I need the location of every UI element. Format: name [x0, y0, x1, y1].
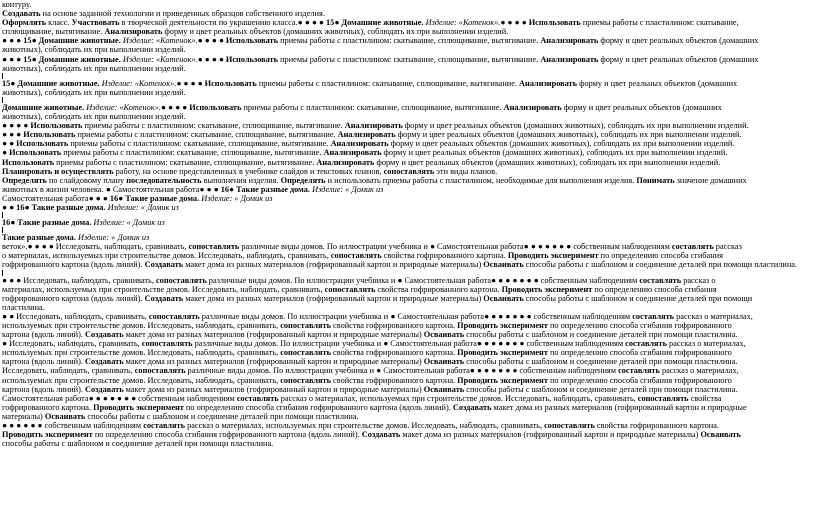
text-line: животных), соблюдать их при выполнении изделий.	[2, 45, 186, 55]
text-line: ● ● ● ● ● ● собственным наблюдениям составлять рассказ о материалах, используемых при строительстве домов. Исследовать, наблюдать, сравнивать, сопоставлять свойства гофрированного картона.	[2, 421, 719, 431]
text-line: картона (вдоль линий). Создавать макет дома из разных материалов (гофрированный картон и природные материалы) Осваивать способы работы с шаблоном и соединение деталей при помощи пластилина.	[2, 384, 738, 394]
text-line: гофрированного картона (вдоль линий). Создавать макет дома из разных материалов (гофрированный картон и природные материалы) Осваивать способы работы с шаблоном и соединение деталей при помощи	[2, 293, 753, 303]
text-line: материалах, используемых при строительстве домов. Исследовать, наблюдать, сравнивать, сопоставлять свойства гофрированного картона. Проводить эксперимент по определению способа сгибания	[2, 284, 717, 294]
text-line: Создавать на основе заданной технологии и приведенных образцов собственного изделия.	[2, 9, 325, 19]
text-line: картона (вдоль линий). Создавать макет дома из разных материалов (гофрированный картон и природные материалы) Осваивать способы работы с шаблоном и соединение деталей при помощи пластилина.	[2, 330, 738, 340]
text-line: животных), соблюдать их при выполнении изделий.	[2, 87, 186, 97]
text-line: ● ● Исследовать, наблюдать, сравнивать, сопоставлять различные виды домов. По иллюстрации учебника и ● Самостоятельная работа● ● ● ● ● ● ● собственным наблюдениям составлять рассказ о материалах,	[2, 311, 753, 321]
text-line: Определять по слайдовому плану последовательность выполнения изделия. Определять и использовать приемы работы с пластилином, необходимые для выполнения изделия. Понимать значение домашних	[2, 175, 747, 185]
text-line: используемых при строительстве домов. Исследовать, наблюдать, сравнивать, сопоставлять свойства гофрированного картона. Проводить эксперимент по определению способа сгибания гофрированного	[2, 348, 732, 358]
text-line: Проводить эксперимент по определению способа сгибания гофрированного картона (вдоль линий). Создавать макет дома из разных материалов (гофрированный картон и природные материалы) Осваивать	[2, 430, 741, 440]
text-line: 15● Домашние животные. Изделие: «Котенок».● ● ● ● Использовать приемы работы с пластилином: скатывание, сплющивание, вытягивание. Анализировать форму и цвет реальных объектов (домашних	[2, 78, 738, 88]
text-line: ● Исследовать, наблюдать, сравнивать, сопоставлять различные виды домов. По иллюстрации учебника и ● Самостоятельная работа● ● ● ● ● ● ● собственным наблюдениям составлять рассказ о материалах,	[2, 339, 746, 349]
text-line: животных), соблюдать их при выполнении изделий.	[2, 112, 186, 122]
text-line: сплющивание, вытягивание. Анализировать форму и цвет реальных объектов (домашних животных), соблюдать их при выполнении изделий.	[2, 27, 509, 37]
text-line: животных в жизни человека. ● Самостоятельная работа● ● ● 16● Такие разные дома. Изделие: « Домик из	[2, 184, 384, 194]
text-line: ● ● 16● Такие разные дома. Изделие: « Домик из	[2, 202, 179, 212]
text-line: Использовать приемы работы с пластилином: скатывание, сплющивание, вытягивание. Анализировать форму и цвет реальных объектов (домашних животных), соблюдать их при выполнении изделий.	[2, 157, 721, 167]
text-line: ● ● ● ● Использовать приемы работы с пластилином: скатывание, сплющивание, вытягивание. Анализировать форму и цвет реальных объектов (домашних животных), соблюдать их при выполнении изделий.	[2, 121, 749, 131]
text-line: Самостоятельная работа● ● ● ● ● ● ● собственным наблюдениям составлять рассказ о материалах, используемых при строительстве домов. Исследовать, наблюдать, сравнивать, сопоставлять свойства	[2, 393, 722, 403]
text-line: ● ● ● Исследовать, наблюдать, сравнивать, сопоставлять различные виды домов. По иллюстрации учебника и ● Самостоятельная работа● ● ● ● ● ● ● собственным наблюдениям составлять рассказ о	[2, 275, 716, 285]
text-line: о материалах, используемых при строительстве домов. Исследовать, наблюдать, сравнивать, сопоставлять свойства гофрированного картона. Проводить эксперимент по определению способа сгибания	[2, 251, 723, 261]
text-line: материалы) Осваивать способы работы с шаблоном и соединение деталей при помощи пластилина.	[2, 411, 359, 421]
text-line: используемых при строительстве домов. Исследовать, наблюдать, сравнивать, сопоставлять свойства гофрированного картона. Проводить эксперимент по определению способа сгибания гофрированного	[2, 321, 732, 330]
text-line: Планировать и осуществлять работу, на основе представленных в учебнике слайдов и текстовых планов, сопоставлять эти виды планов.	[2, 166, 498, 176]
text-line: картона (вдоль линий). Создавать макет дома из разных материалов (гофрированный картон и природные материалы) Осваивать способы работы с шаблоном и соединение деталей при помощи пластилина.	[2, 357, 738, 367]
text-line: контуру.	[2, 0, 32, 9]
text-line: гофрированного картона (вдоль линий). Создавать макет дома из разных материалов (гофрированный картон и природные материалы) Осваивать способы работы с шаблоном и соединение деталей при помощи пластилина.	[2, 260, 798, 270]
text-line: Такие разные дома. Изделие: « Домик из	[2, 233, 150, 243]
text-line: веток».● ● ● ● Исследовать, наблюдать, сравнивать, сопоставлять различные виды домов. По иллюстрации учебника и ● Самостоятельная работа● ● ● ● ● ● ● собственным наблюдениям составлять рассказ	[2, 242, 742, 252]
text-line: ● ● ● Использовать приемы работы с пластилином: скатывание, сплющивание, вытягивание. Анализировать форму и цвет реальных объектов (домашних животных), соблюдать их при выполнении изделий.	[2, 130, 742, 140]
text-line: используемых при строительстве домов. Исследовать, наблюдать, сравнивать, сопоставлять свойства гофрированного картона. Проводить эксперимент по определению способа сгибания гофрированного	[2, 375, 732, 385]
text-line: ● Использовать приемы работы с пластилином: скатывание, сплющивание, вытягивание. Анализировать форму и цвет реальных объектов (домашних животных), соблюдать их при выполнении изделий.	[2, 148, 728, 158]
text-line: способы работы с шаблоном и соединение деталей при помощи пластилина.	[2, 439, 274, 449]
text-line: Самостоятельная работа● ● ● 16● Такие разные дома. Изделие: « Домик из	[2, 193, 273, 203]
text-line: ● ● ● 15● Домашние животные. Изделие: «Котенок».● ● ● ● Использовать приемы работы с пластилином: скатывание, сплющивание, вытягивание. Анализировать форму и цвет реальных объектов (домашних	[2, 54, 759, 64]
text-line: Оформлять класс. Участвовать в творческой деятельности по украшению класса.● ● ● ● 15● Домашние животные. Изделие: «Котенок».● ● ● ● Использовать приемы работы с пластилином: скатывание,	[2, 18, 739, 28]
text-line: гофрированного картона. Проводить эксперимент по определению способа сгибания гофрированного картона (вдоль линий). Создавать макет дома из разных материалов (гофрированный картон и природные	[2, 402, 747, 412]
text-line: животных), соблюдать их при выполнении изделий.	[2, 63, 186, 73]
text-line: ● ● Использовать приемы работы с пластилином: скатывание, сплющивание, вытягивание. Анализировать форму и цвет реальных объектов (домашних животных), соблюдать их при выполнении изделий.	[2, 139, 735, 149]
text-line: 16● Такие разные дома. Изделие: « Домик из	[2, 218, 165, 228]
text-line: ● ● ● 15● Домашние животные. Изделие: «Котенок».● ● ● ● Использовать приемы работы с пластилином: скатывание, сплющивание, вытягивание. Анализировать форму и цвет реальных объектов (домашних	[2, 36, 759, 46]
text-line: Домашние животные. Изделие: «Котенок».● ● ● ● Использовать приемы работы с пластилином: скатывание, сплющивание, вытягивание. Анализировать форму и цвет реальных объектов (домашних	[2, 102, 722, 112]
text-line: пластилина.	[2, 302, 45, 312]
text-line: Исследовать, наблюдать, сравнивать, сопоставлять различные виды домов. По иллюстрации учебника и ● Самостоятельная работа● ● ● ● ● ● ● собственным наблюдениям составлять рассказ о материалах,	[2, 366, 739, 376]
